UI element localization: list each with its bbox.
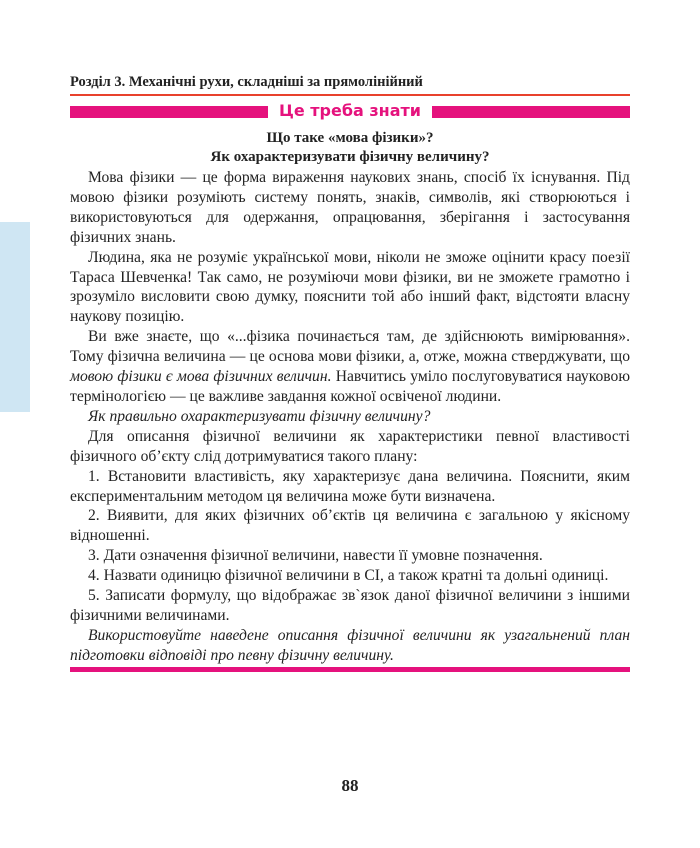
paragraph-3 [70,327,630,407]
plan-step-1: 1. Встановити властивість, яку характеризує дана величина. Пояснити, яким експериментальним методом ця величина може бути визначена. [70,467,630,505]
paragraph-2: Людина, яка не розуміє української мови, ніколи не зможе оцінити красу поезії Тараса Шевченка! Так само, не розуміючи мови фізики, ви не зможете грамотно і зрозуміло висловити свою думку, пояснити той або інший факт, відстояти власну наукову позицію. [70,248,630,326]
section-banner [70,103,630,121]
plan-step-4: 4. Назвати одиницю фізичної величини в СІ, а також кратні та дольні одиниці. [88,567,609,585]
banner-bar-right [432,106,630,118]
paragraph-3-start: Ви вже знаєте, що «...фізика починається там, де здійснюють вимірювання». Тому фізична величина — це основа мови фізики, а, отже, можна стверджувати, що [70,328,630,366]
plan-step-2: 2. Виявити, для яких фізичних об’єктів ця величина є загальною у якісному відношенні. [70,507,630,545]
question-heading [70,129,630,167]
running-head: Розділ 3. Механічні рухи, складніші за прямолінійний [70,74,423,90]
subheading-question: Як правильно охарактеризувати фізичну величину? [88,407,431,425]
plan-step-5: 5. Записати формулу, що відображає зв`язок даної фізичної величини з іншими фізичними величинами. [70,587,630,624]
paragraph-plan-intro: Для описання фізичної величини як характеристики певної властивості фізичного об’єкту слід дотримуватися такого плану: [70,427,630,465]
paragraph-1: Мова фізики — це форма вираження наукових знань, спосіб їх існування. Під мовою фізики розуміють систему понять, знаків, символів, які створюються і використовуються для одержання, опрацювання, зберігання і застосування фізичних знань. [70,169,630,246]
plan-step-3: 3. Дати означення фізичної величини, навести її умовне позначення. [88,547,543,565]
question-1: Що таке «мова фізики»? [266,130,434,146]
header-rule [70,94,630,96]
page-number: 88 [341,776,359,795]
question-2: Як охарактеризувати фізичну величину? [210,149,490,165]
bottom-rule [70,667,630,672]
paragraph-3-emphasis: мовою фізики є мова фізичних величин. [70,368,332,386]
chapter-side-tab [0,222,30,412]
paragraph-3-end: Навчитись уміло послуговуватися науковою термінологією — це важливе завдання кожної освіченої людини. [70,368,630,405]
banner-title: Це треба знати [278,101,421,120]
body-text [70,168,630,666]
conclusion-paragraph: Використовуйте наведене описання фізичної величини як узагальнений план підготовки відповіді про певну фізичну величину. [70,626,630,664]
banner-bar-left [70,106,268,118]
